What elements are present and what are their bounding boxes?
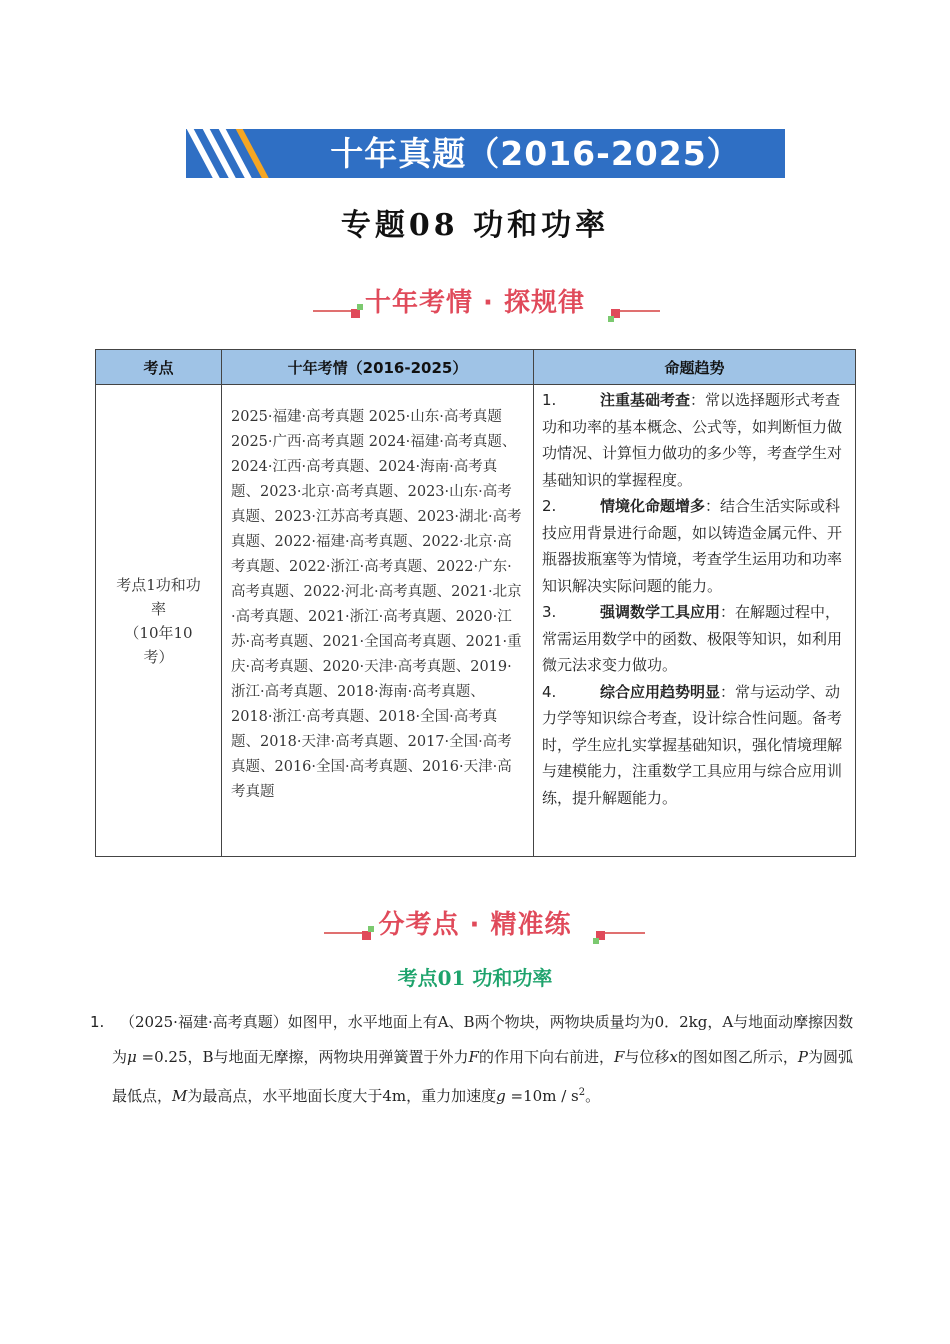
topic-title: 专题08 功和功率 xyxy=(340,208,610,243)
kaodian-cell xyxy=(96,385,222,857)
heading-line-right xyxy=(620,310,660,312)
section-title: 分考点 · 精准练 xyxy=(378,910,572,940)
question-text: （2025·福建·高考真题）如图甲，水平地面上有A、B两个物块，两物块质量均为0．2kg，A与地面动摩擦因数为μ =0.25，B与地面无摩擦，两物块用弹簧置于外力F的作用下向右前进，F与位移x的图如图乙所示，P为圆弧最低点，M为最高点，水平地面长度大于4m，重力加速度$g =10m / s^2$。 xyxy=(112,1013,854,1105)
banner-title: 十年真题（2016-2025） xyxy=(330,134,741,173)
question-number: 1. xyxy=(90,1013,105,1031)
trend-item: 2. 情境化命题增多：结合生活实际或科技应用背景进行命题，如以铸造金属元件、开瓶器拔瓶塞等为情境，考查学生运用功和功率知识解决实际问题的能力。 xyxy=(542,497,843,595)
heading-line-right xyxy=(605,932,645,934)
trend-item: 4. 综合应用趋势明显：常与运动学、动力学等知识综合考查，设计综合性问题。备考时，学生应扎实掌握基础知识，强化情境理解与建模能力，注重数学工具应用与综合应用训练，提升解题能力。 xyxy=(542,682,843,807)
title-banner xyxy=(186,129,785,178)
kaodian-title: 考点01 功和功率 xyxy=(397,966,553,990)
header-kaodian: 考点 xyxy=(96,350,222,385)
trend-table xyxy=(95,349,856,857)
kaodian-text: （10年10 xyxy=(124,623,193,642)
header-trend: 命题趋势 xyxy=(534,350,856,385)
kaodian-text: 率 xyxy=(150,599,166,618)
table-header-row xyxy=(96,350,856,385)
heading-square-green xyxy=(608,316,614,322)
kaodian-text: 考） xyxy=(143,647,174,666)
trend-cell xyxy=(534,385,856,857)
history-cell: 2025·福建·高考真题 2025·山东·高考真题 2025·广西·高考真题 2024·福建·高考真题、2024·江西·高考真题、2024·海南·高考真题、2023·北京·高考真题、2023·山东·高考真题、2023·江苏高考真题、2023·湖北·高考真题、2022·福建·高考真题、2022·北京·高考真题、2022·浙江·高考真题、2022·广东·高考真题、2022·河北·高考真题、2021·北京·高考真题、2021·浙江·高考真题、2020·江苏·高考真题、2021·全国高考真题、2021·重庆·高考真题、2020·天津·高考真题、2019·浙江·高考真题、2018·海南·高考真题、2018·浙江·高考真题、2018·全国·高考真题、2018·天津·高考真题、2017·全国·高考真题、2016·全国·高考真题、2016·天津·高考真题 xyxy=(222,385,534,857)
section-heading-practice xyxy=(0,905,950,945)
heading-square-green xyxy=(593,938,599,944)
trend-item: 1. 注重基础考查：常以选择题形式考查功和功率的基本概念、公式等，如判断恒力做功情况、计算恒力做功的多少等，考查学生对基础知识的掌握程度。 xyxy=(542,391,843,489)
trend-item: 3. 强调数学工具应用：在解题过程中，常需运用数学中的函数、极限等知识，如利用微元法求变力做功。 xyxy=(542,603,843,674)
header-history: 十年考情（2016-2025） xyxy=(222,350,534,385)
section-heading-trends xyxy=(0,283,950,323)
question-1 xyxy=(90,1005,860,1114)
section-title: 十年考情 · 探规律 xyxy=(365,288,585,318)
table-row xyxy=(96,385,856,857)
kaodian-text: 考点1功和功 xyxy=(116,575,201,594)
